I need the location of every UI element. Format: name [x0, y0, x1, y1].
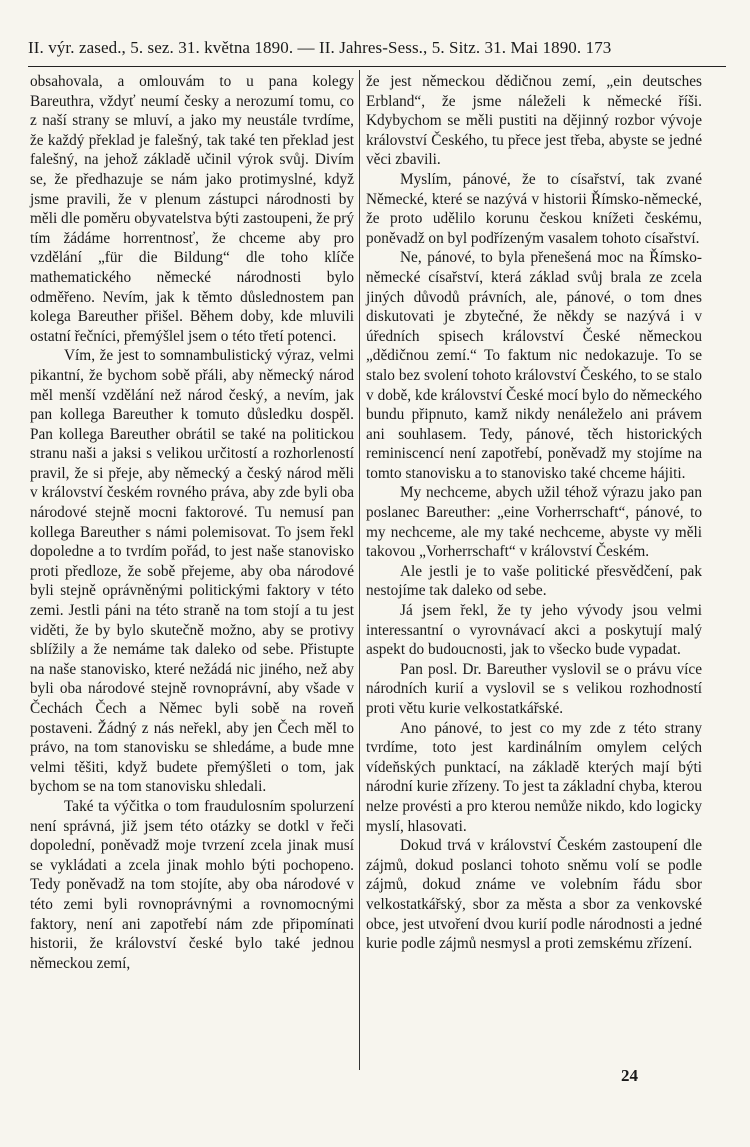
paragraph: Vím, že jest to somnambulistický výraz, velmi pikantní, že bychom sobě přáli, aby německý národ měl menší vzdělání než národ český, a nevím, jak pan kollega Bareuther k tomuto důsledku dospěl. Pan kollega Bareuther obrátil se také na politickou stranu naši a jaksi s velikou určitostí a rozhorleností pravil, že si přeje, aby německý a český národ měli v království českém rovného práva, aby zde byli oba národové stejně mocni faktorové. Tu nemusí pan kollega Bareuther s námi polemisovat. To jsem řekl dopoledne a to tvrdím pořád, to jest naše stanovisko proti předloze, že sobě přejeme, aby oba národové byli stejně oprávněnými politickými faktory v této zemi. Jestli páni na této straně na tom stojí a tu jest viděti, že by bylo skutečně možno, aby se protivy sblížily a že nemáme tak daleko od sebe. Přistupte na naše stanovisko, které nežádá nic jiného, než aby byli oba národové stejně rovnoprávní, aby všade v Čechách Čech a Němec byli sobě na roveň postaveni. Žádný z nás neřekl, aby jen Čech měl to právo, na tom stanovisku se shledáme, a bude mne velmi těšiti, když budete přemýšleti o tom, jak bychom se na tom stanovisku shledali. — [30, 347, 354, 796]
running-header: II. výr. zased., 5. sez. 31. května 1890. — II. Jahres-Sess., 5. Sitz. 31. Mai 1890. 173 — [28, 38, 612, 57]
paragraph: Ale jestli je to vaše politické přesvědčení, pak nestojíme tak daleko od sebe. — [366, 562, 702, 600]
right-column — [366, 72, 702, 954]
paragraph: Myslím, pánové, že to císařství, tak zvané Německé, které se nazývá v historii Římsko-německé, že proto udělilo korunu českou knížeti českému, poněvadž on byl podřízeným vasalem tohoto císařství. — [366, 170, 702, 247]
header-rule — [28, 66, 726, 67]
paragraph: Ne, pánové, to byla přenešená moc na Římsko-německé císařství, která základ svůj brala ze zcela jiných důvodů právních, ale, pánové, o tom dnes diskutovati je zbytečné, že někdy se nazývá i v úředních spisech království České německou „dědičnou zemí.“ To faktum nic nedokazuje. To se stalo bez svolení tohoto království Českého, to se stalo v době, kde království České mocí bylo do německého bundu připnuto, kamž nikdy nenáleželo ani právem ani souhlasem. Tedy, pánové, těch historických reminiscencí není zapotřebí, poněvadž my stojíme na tomto stanovisku a to stanovisko také chceme hájiti. — [366, 249, 702, 482]
paragraph: Dokud trvá v království Českém zastoupení dle zájmů, dokud poslanci tohoto sněmu volí se podle zájmů, dokud známe ve volebním řádu sbor velkostatkářský, sbor za města a sbor za venkovské obce, jest utvoření dvou kurií podle národnosti a jedné kurie podle zájmů nesmysl a proti zemskému zřízení. — [366, 837, 702, 953]
left-column — [30, 72, 354, 973]
paragraph: My nechceme, abych užil téhož výrazu jako pan poslanec Bareuther: „eine Vorherrschaft“, pánové, to my nechceme, ale my také nechceme, abyste vy měli takovou „Vorherrschaft“ v království Českém. — [366, 484, 702, 561]
paragraph: že jest německou dědičnou zemí, „ein deutsches Erbland“, že jsme náleželi k německé říši. Kdybychom se měli pustiti na dějinný rozbor vývoje království Českého, tu přece jest třeba, abyste se jedné věci zbavili. — [366, 73, 702, 169]
page-number: 24 — [621, 1066, 638, 1085]
paragraph: Také ta výčitka o tom fraudulosním spolurzení není správná, již jsem této otázky se dotkl v řeči dopolední, poněvadž moje tvrzení zcela jinak musí se vykládati a zcela jinak mohlo býti pochopeno. Tedy poněvadž na tom stojíte, aby oba národové v této zemi byli rovnoprávnými a rovnomocnými faktory, není ani zapotřebí nám zde připomínati historii, že království české bylo také jednou německou zemí, — [30, 797, 354, 972]
paragraph: Já jsem řekl, že ty jeho vývody jsou velmi interessantní o vyrovnávací akci a poskytují malý aspekt do budoucnosti, jak to všecko bude vypadat. — [366, 602, 702, 659]
paragraph: Pan posl. Dr. Bareuther vyslovil se o právu více národních kurií a vyslovil se s velikou rozhodností proti větu kurie velkostatkářské. — [366, 660, 702, 717]
paragraph: obsahovala, a omlouvám to u pana kolegy Bareuthra, vždyť neumí česky a nerozumí tomu, co z naší strany se mluví, a jako my neustále tvrdíme, že každý překlad je falešný, tak také ten překlad jest falešný, na jehož základě učinil výrok svůj. Divím se, že předhazuje se nám jako protimyslné, když jsme pravili, že v plenum zástupci národnosti by měli dle poměru obyvatelstva býti zastoupeni, že prý tím žádáme horrentnosť, že chceme aby pro vzdělání „für die Bildung“ dle toho klíče mathematického německé národnosti bylo odměřeno. Nevím, jak k těmto důslednostem pan kolega Bareuther přišel. Během doby, kde mluvili ostatní řečníci, přemýšlel jsem o této třetí potenci. — [30, 73, 354, 345]
paragraph: Ano pánové, to jest co my zde z této strany tvrdíme, toto jest kardinálním omylem celých vídeňských punktací, na základě kterých mají býti národní kurie zřízeny. To jest ta základní chyba, kterou nelze provésti a pro kterou nemůže nikdo, kdo logicky myslí, hlasovati. — [366, 719, 702, 835]
column-divider — [359, 70, 360, 1070]
